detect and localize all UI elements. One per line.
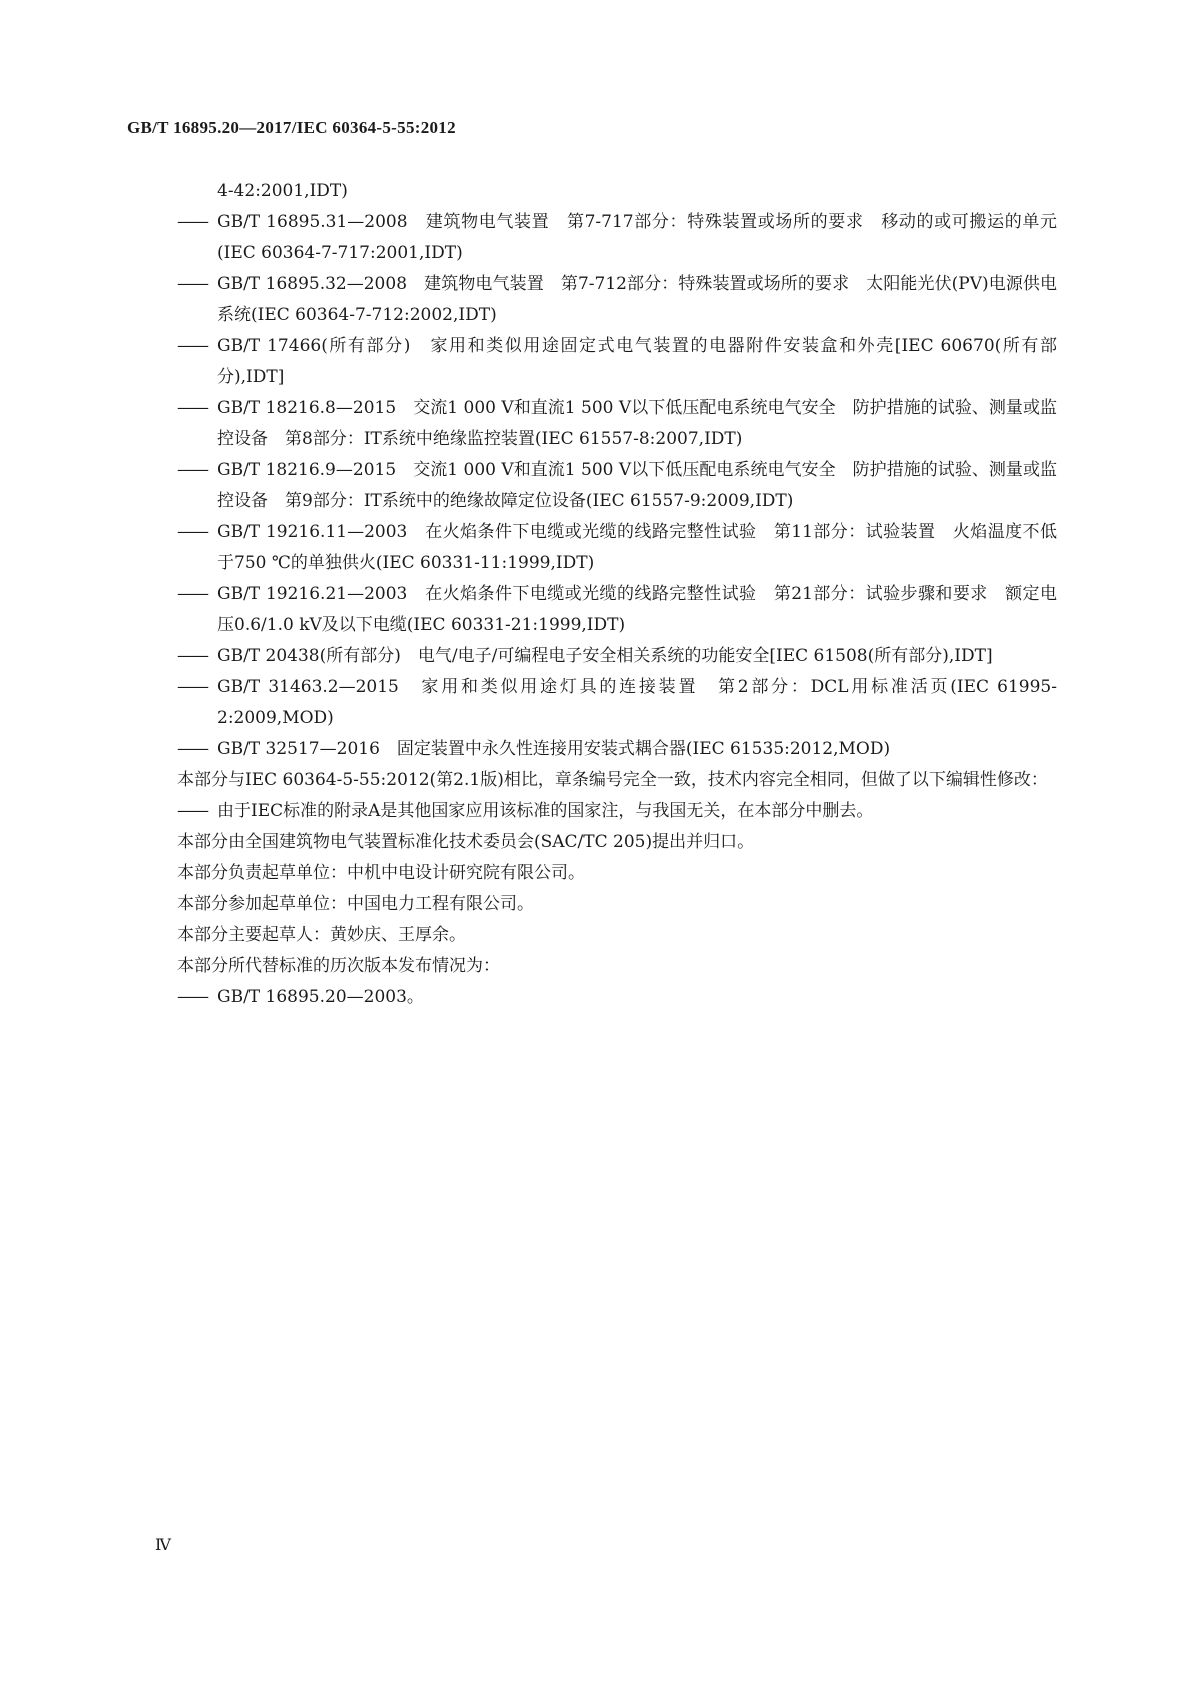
list-dash: —— [177, 274, 207, 294]
modification-intro: 本部分与IEC 60364-5-55:2012(第2.1版)相比，章条编号完全一致，技术内容完全相同，但做了以下编辑性修改： [177, 770, 1048, 790]
list-dash: —— [177, 336, 207, 356]
reference-item [127, 579, 1057, 641]
reference-item [127, 517, 1057, 579]
list-dash: —— [177, 646, 207, 666]
reference-item [127, 641, 1057, 672]
history-item [127, 982, 1057, 1013]
modification-item [127, 796, 1057, 827]
page-header-standard-id: GB/T 16895.20—2017/IEC 60364-5-55:2012 [127, 118, 456, 137]
reference-item [127, 393, 1057, 455]
reference-text: GB/T 17466(所有部分) 家用和类似用途固定式电气装置的电器附件安装盒和外壳[IEC 60670(所有部分),IDT] [217, 336, 1057, 387]
list-dash: —— [177, 584, 207, 604]
reference-list [127, 207, 1057, 765]
list-dash: —— [177, 987, 207, 1007]
list-dash: —— [177, 212, 207, 232]
reference-item [127, 455, 1057, 517]
list-dash: —— [177, 739, 207, 759]
drafting-unit: 本部分负责起草单位：中机中电设计研究院有限公司。 [177, 863, 585, 883]
reference-text: GB/T 32517—2016 固定装置中永久性连接用安装式耦合器(IEC 61535:2012,MOD) [217, 739, 891, 759]
reference-item [127, 269, 1057, 331]
participating-unit: 本部分参加起草单位：中国电力工程有限公司。 [177, 894, 534, 914]
list-dash: —— [177, 801, 207, 821]
drafters: 本部分主要起草人：黄妙庆、王厚余。 [177, 925, 466, 945]
list-dash: —— [177, 677, 207, 697]
modification-item-text: 由于IEC标准的附录A是其他国家应用该标准的国家注，与我国无关，在本部分中删去。 [217, 801, 874, 821]
reference-text: GB/T 16895.32—2008 建筑物电气装置 第7-712部分：特殊装置或场所的要求 太阳能光伏(PV)电源供电系统(IEC 60364-7-712:2002,IDT) [217, 274, 1057, 325]
list-dash: —— [177, 522, 207, 542]
reference-text: GB/T 19216.21—2003 在火焰条件下电缆或光缆的线路完整性试验 第21部分：试验步骤和要求 额定电压0.6/1.0 kV及以下电缆(IEC 60331-21:1999,IDT) [217, 584, 1057, 635]
reference-item [127, 331, 1057, 393]
page-number: Ⅳ [155, 1537, 171, 1554]
reference-text: GB/T 18216.8—2015 交流1 000 V和直流1 500 V以下低压配电系统电气安全 防护措施的试验、测量或监控设备 第8部分：IT系统中绝缘监控装置(IEC 61557-8:2007,IDT) [217, 398, 1057, 449]
list-dash: —— [177, 460, 207, 480]
continuation-line: 4-42:2001,IDT) [217, 181, 348, 201]
proposed-by: 本部分由全国建筑物电气装置标准化技术委员会(SAC/TC 205)提出并归口。 [177, 832, 755, 852]
reference-text: GB/T 19216.11—2003 在火焰条件下电缆或光缆的线路完整性试验 第11部分：试验装置 火焰温度不低于750 ℃的单独供火(IEC 60331-11:1999,IDT) [217, 522, 1057, 573]
document-body [127, 176, 1057, 1013]
reference-item [127, 672, 1057, 734]
reference-text: GB/T 16895.31—2008 建筑物电气装置 第7-717部分：特殊装置或场所的要求 移动的或可搬运的单元(IEC 60364-7-717:2001,IDT) [217, 212, 1057, 263]
reference-text: GB/T 18216.9—2015 交流1 000 V和直流1 500 V以下低压配电系统电气安全 防护措施的试验、测量或监控设备 第9部分：IT系统中的绝缘故障定位设备(IEC 61557-9:2009,IDT) [217, 460, 1057, 511]
reference-item [127, 734, 1057, 765]
reference-text: GB/T 31463.2—2015 家用和类似用途灯具的连接装置 第2部分：DCL用标准活页(IEC 61995-2:2009,MOD) [217, 677, 1057, 728]
reference-item [127, 207, 1057, 269]
reference-text: GB/T 20438(所有部分) 电气/电子/可编程电子安全相关系统的功能安全[IEC 61508(所有部分),IDT] [217, 646, 993, 666]
history-item-text: GB/T 16895.20—2003。 [217, 987, 424, 1007]
list-dash: —— [177, 398, 207, 418]
history-intro: 本部分所代替标准的历次版本发布情况为： [177, 956, 500, 976]
